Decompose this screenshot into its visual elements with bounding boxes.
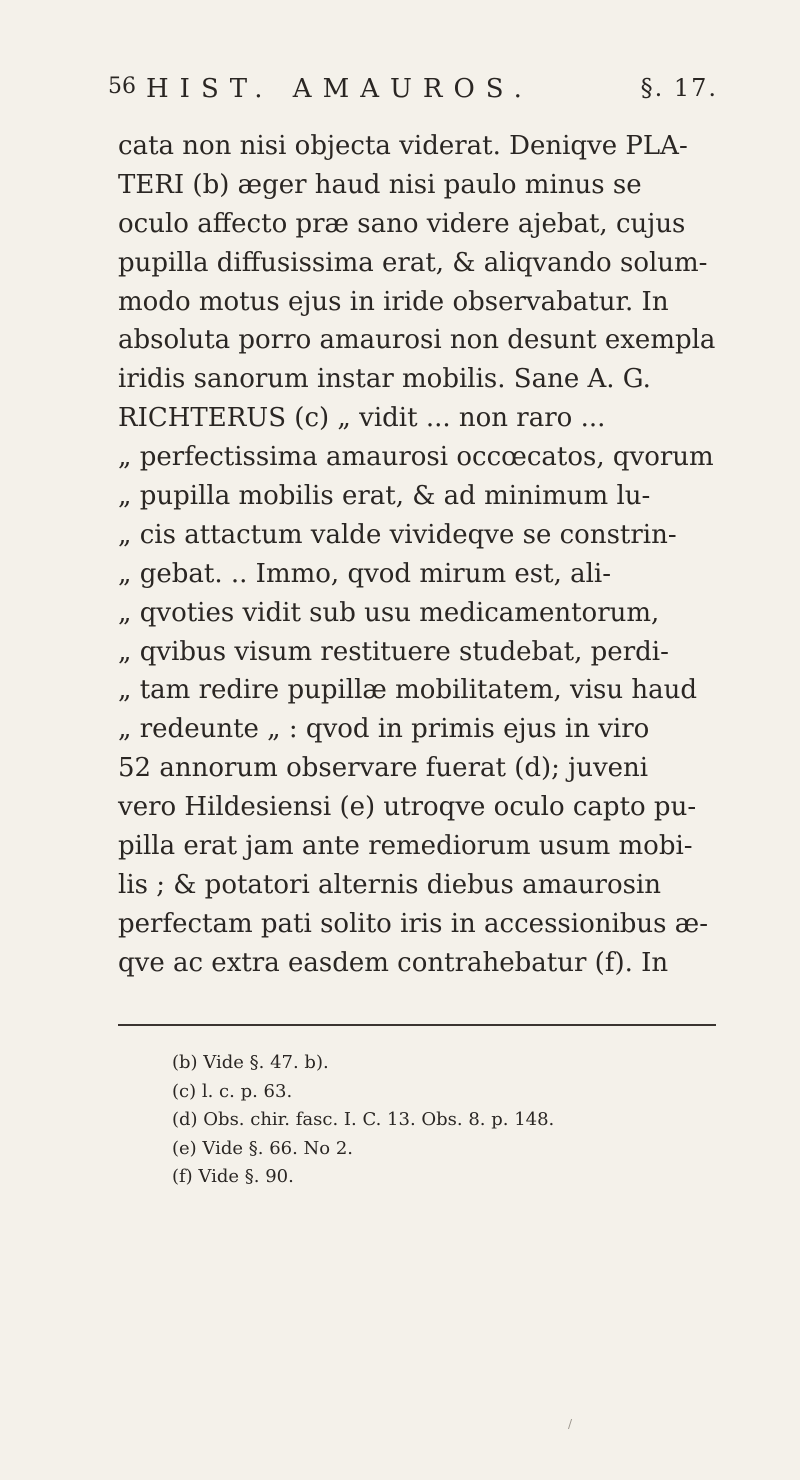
text-line: „ gebat. .. Immo, qvod mirum est, ali- — [118, 558, 612, 589]
text-line: „ qvibus visum restituere studebat, perdi- — [118, 636, 669, 667]
footnote: (e) Vide §. 66. No 2. — [172, 1137, 354, 1159]
text-line: pupilla diffusissima erat, & aliqvando solum- — [118, 247, 708, 278]
footnote: (b) Vide §. 47. b). — [172, 1052, 329, 1073]
text-line: 52 annorum observare fuerat (d); juveni — [118, 753, 649, 784]
text-line: iridis sanorum instar mobilis. Sane A. G. — [118, 364, 651, 395]
footnote: (d) Obs. chir. fasc. I. C. 13. Obs. 8. p. 148. — [172, 1109, 555, 1130]
text-line: vero Hildesiensi (e) utroqve oculo capto pu- — [118, 792, 697, 823]
text-line: „ cis attactum valde vivideqve se constrin- — [118, 519, 677, 550]
body-text — [118, 127, 728, 983]
section-number: §. 17. — [640, 74, 718, 102]
text-line: „ tam redire pupillæ mobilitatem, visu haud — [118, 675, 697, 706]
text-line: pilla erat jam ante remediorum usum mobi- — [118, 831, 693, 862]
text-line: „ perfectissima amaurosi occœcatos, qvorum — [118, 442, 714, 473]
text-line: oculo affecto præ sano videre ajebat, cujus — [118, 208, 686, 239]
footnote-divider — [118, 1024, 716, 1026]
text-line: qve ac extra easdem contrahebatur (f). In — [118, 947, 669, 978]
page-header — [108, 74, 718, 114]
text-line: RICHTERUS (c) „ vidit ... non raro ... — [118, 403, 606, 434]
footnotes — [172, 1049, 712, 1192]
text-line: cata non nisi objecta viderat. Deniqve PLA- — [118, 131, 688, 161]
text-line: „ pupilla mobilis erat, & ad minimum lu- — [118, 481, 651, 512]
stray-mark: / — [568, 1417, 573, 1431]
text-line: lis ; & potatori alternis diebus amaurosin — [118, 869, 662, 900]
footnote: (f) Vide §. 90. — [172, 1166, 294, 1187]
text-line: absoluta porro amaurosi non desunt exempla — [118, 325, 716, 356]
text-line: „ qvoties vidit sub usu medicamentorum, — [118, 597, 660, 628]
text-line: perfectam pati solito iris in accessionibus æ- — [118, 908, 709, 939]
footnote: (c) l. c. p. 63. — [172, 1080, 293, 1102]
page-number: 56 — [108, 74, 136, 99]
running-title: HIST. AMAUROS. — [146, 74, 533, 104]
text-line: „ redeunte „ : qvod in primis ejus in viro — [118, 714, 650, 745]
text-line: TERI (b) æger haud nisi paulo minus se — [118, 169, 642, 200]
text-line: modo motus ejus in iride observabatur. In — [118, 286, 669, 317]
